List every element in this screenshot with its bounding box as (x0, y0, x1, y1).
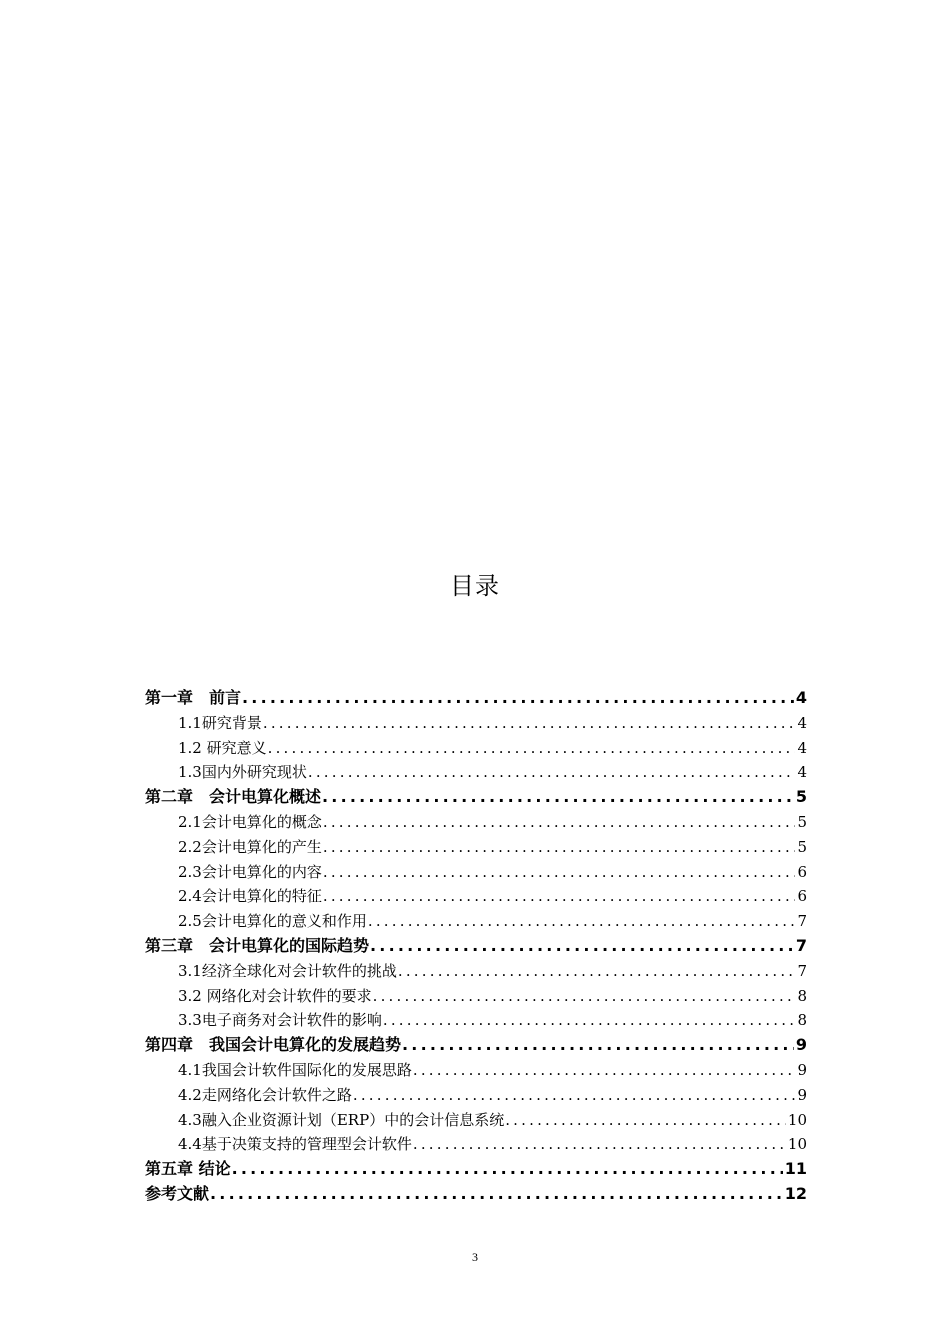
toc-entry-label: 第二章 会计电算化概述 (145, 787, 322, 807)
toc-entry-label: 1.3国内外研究现状 (178, 763, 307, 782)
toc-entry-page: 5 (797, 812, 807, 831)
page-number: 3 (472, 1250, 478, 1264)
toc-heading: 目录 (450, 572, 500, 600)
toc-entry-label: 4.2走网络化会计软件之路 (178, 1085, 352, 1104)
toc-entry-page: 9 (797, 1060, 807, 1079)
dot-leader (242, 686, 794, 711)
toc-entry-label: 第一章 前言 (145, 688, 242, 707)
dot-leader (232, 1157, 783, 1182)
toc-entry-page: 4 (797, 738, 807, 757)
dot-leader (323, 835, 796, 860)
toc-entry-page: 7 (797, 912, 807, 931)
toc-entry-label: 1.1研究背景 (178, 713, 262, 732)
toc-entry-page: 11 (784, 1159, 807, 1179)
toc-entry-label: 3.2 网络化对会计软件的要求 (178, 986, 372, 1005)
toc-entry-label: 4.4基于决策支持的管理型会计软件 (178, 1135, 412, 1154)
toc-entry-section-4-1[interactable] (145, 1058, 807, 1083)
toc-entry-chapter-2[interactable] (145, 785, 807, 810)
toc-entry-chapter-1[interactable] (145, 686, 807, 711)
toc-entry-section-2-4[interactable] (145, 884, 807, 909)
toc-entry-section-4-4[interactable] (145, 1132, 807, 1157)
dot-leader (323, 810, 796, 835)
toc-entry-page: 6 (797, 862, 807, 881)
toc-entry-label: 4.1我国会计软件国际化的发展思路 (178, 1060, 412, 1079)
dot-leader (373, 984, 796, 1009)
toc-entry-page: 5 (797, 837, 807, 856)
toc-entry-label: 3.1经济全球化对会计软件的挑战 (178, 961, 397, 980)
toc-entry-section-4-3[interactable] (145, 1108, 807, 1133)
toc-entry-section-2-2[interactable] (145, 835, 807, 860)
toc-entry-label: 2.1会计电算化的概念 (178, 812, 322, 831)
dot-leader (308, 760, 796, 785)
toc-entry-label: 2.3会计电算化的内容 (178, 862, 322, 881)
table-of-contents (145, 686, 807, 1207)
toc-entry-page: 4 (797, 763, 807, 782)
toc-entry-label: 第四章 我国会计电算化的发展趋势 (145, 1035, 402, 1055)
toc-entry-label: 1.2 研究意义 (178, 738, 267, 757)
toc-entry-page: 12 (784, 1183, 807, 1203)
toc-entry-section-3-3[interactable] (145, 1008, 807, 1033)
toc-entry-references[interactable] (145, 1182, 807, 1207)
dot-leader (398, 959, 796, 984)
toc-entry-section-3-1[interactable] (145, 959, 807, 984)
toc-entry-section-4-2[interactable] (145, 1083, 807, 1108)
toc-entry-page: 9 (795, 1035, 807, 1055)
dot-leader (368, 909, 796, 934)
toc-entry-chapter-5[interactable] (145, 1157, 807, 1182)
toc-entry-section-2-1[interactable] (145, 810, 807, 835)
toc-entry-section-3-2[interactable] (145, 984, 807, 1009)
toc-entry-section-1-2[interactable] (145, 736, 807, 761)
toc-entry-label: 参考文献 (145, 1183, 210, 1203)
dot-leader (268, 736, 796, 761)
dot-leader (263, 711, 796, 736)
dot-leader (383, 1008, 796, 1033)
toc-entry-page: 7 (797, 961, 807, 980)
dot-leader (210, 1182, 783, 1207)
dot-leader (322, 785, 794, 810)
toc-entry-page: 4 (795, 688, 807, 707)
toc-entry-label: 2.5会计电算化的意义和作用 (178, 912, 367, 931)
toc-entry-label: 3.3电子商务对会计软件的影响 (178, 1011, 382, 1030)
toc-entry-page: 9 (797, 1085, 807, 1104)
toc-entry-page: 8 (797, 986, 807, 1005)
toc-entry-page: 6 (797, 887, 807, 906)
dot-leader (505, 1108, 786, 1133)
dot-leader (323, 884, 796, 909)
toc-entry-label: 2.2会计电算化的产生 (178, 837, 322, 856)
dot-leader (413, 1132, 786, 1157)
toc-entry-page: 5 (795, 787, 807, 807)
dot-leader (413, 1058, 796, 1083)
toc-entry-chapter-3[interactable] (145, 934, 807, 959)
toc-entry-label: 2.4会计电算化的特征 (178, 887, 322, 906)
toc-entry-page: 10 (787, 1135, 807, 1154)
toc-entry-chapter-4[interactable] (145, 1033, 807, 1058)
dot-leader (323, 860, 796, 885)
toc-entry-section-2-5[interactable] (145, 909, 807, 934)
toc-entry-section-2-3[interactable] (145, 860, 807, 885)
toc-entry-label: 第三章 会计电算化的国际趋势 (145, 935, 370, 955)
toc-entry-label: 第五章 结论 (145, 1159, 231, 1179)
toc-entry-label: 4.3融入企业资源计划（ERP）中的会计信息系统 (178, 1110, 505, 1129)
dot-leader (353, 1083, 796, 1108)
dot-leader (370, 934, 794, 959)
toc-entry-section-1-1[interactable] (145, 711, 807, 736)
toc-entry-section-1-3[interactable] (145, 760, 807, 785)
dot-leader (402, 1033, 794, 1058)
toc-entry-page: 7 (795, 935, 807, 955)
toc-entry-page: 8 (797, 1011, 807, 1030)
toc-entry-page: 4 (797, 713, 807, 732)
toc-entry-page: 10 (787, 1110, 807, 1129)
